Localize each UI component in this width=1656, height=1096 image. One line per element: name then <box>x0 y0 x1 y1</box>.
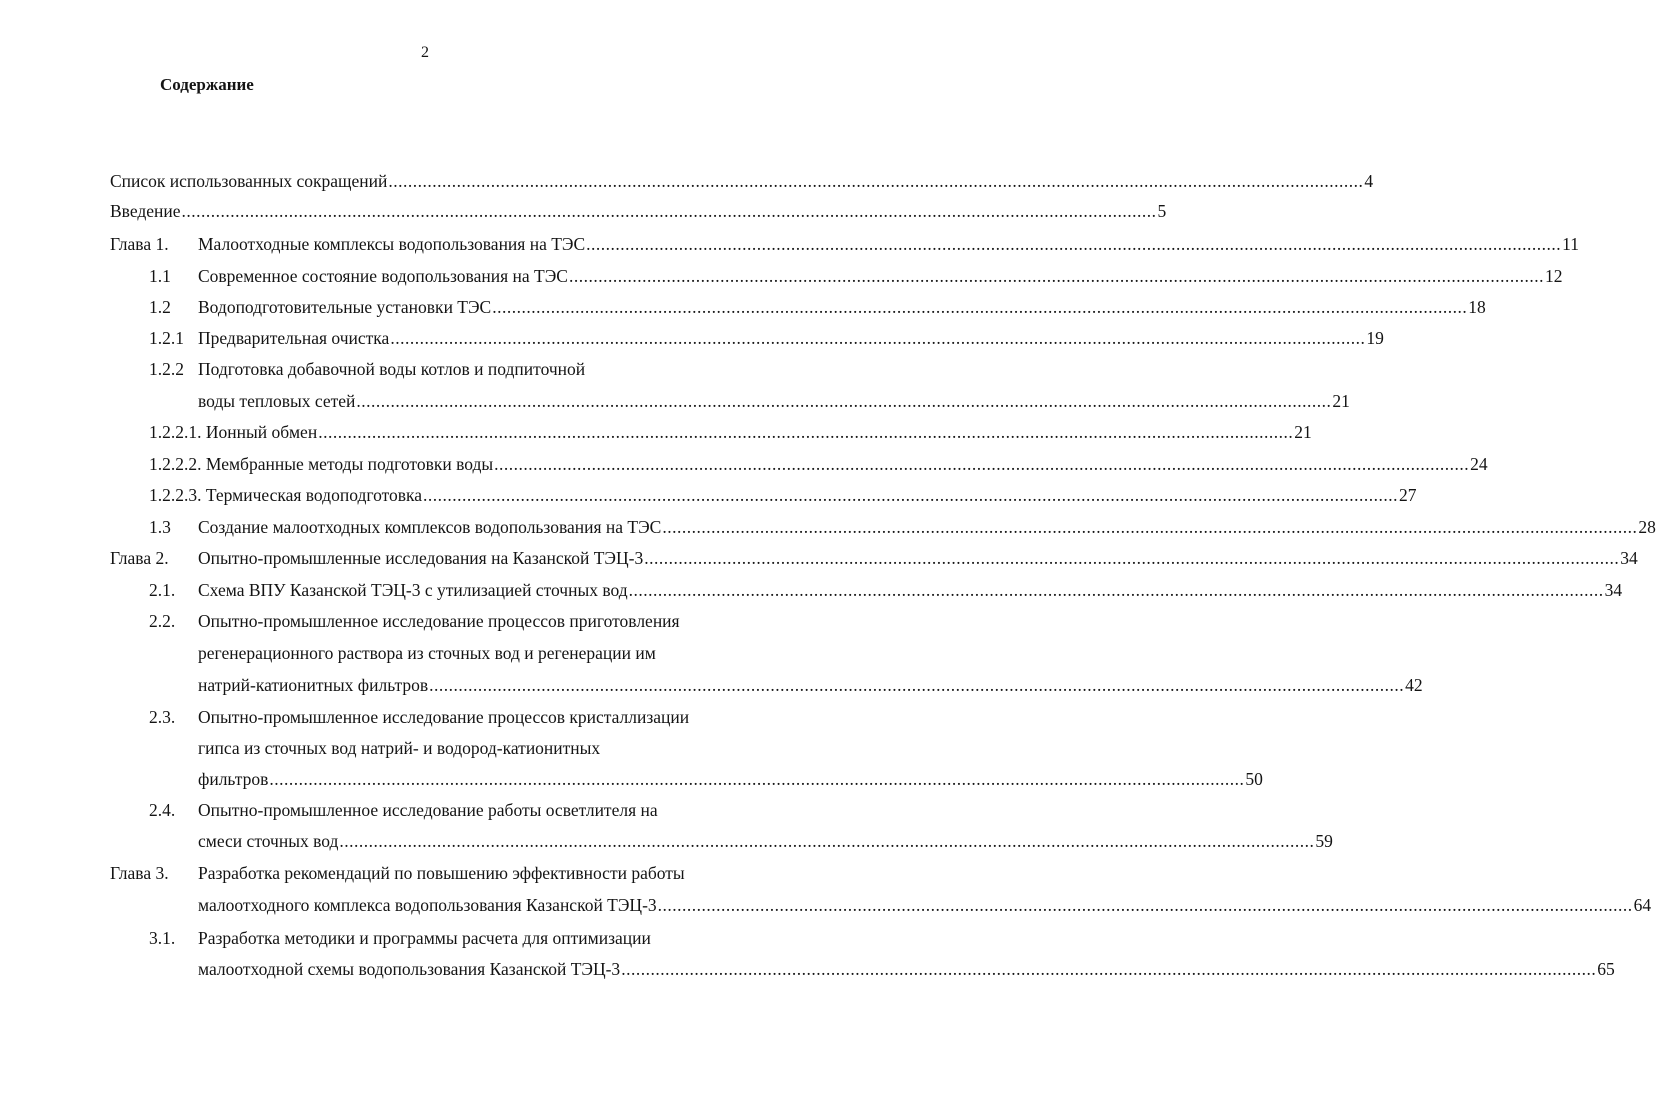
toc-entry-number: 1.3 <box>149 517 171 537</box>
toc-entry-title: Схема ВПУ Казанской ТЭЦ-3 с утилизацией сточных вод <box>198 580 628 600</box>
toc-entry-page: 12 <box>1544 266 1563 286</box>
toc-leader-dots: ........................................................................................................................................................................................................ <box>388 171 1364 191</box>
toc-entry-title: Создание малоотходных комплексов водопользования на ТЭС <box>198 517 662 537</box>
toc-entry-page: 4 <box>1364 171 1374 191</box>
toc-entry <box>149 578 1623 602</box>
toc-entry <box>110 232 1580 256</box>
toc-entry <box>110 169 1374 193</box>
toc-leader-dots: ........................................................................................................................................................................................................ <box>318 422 1294 442</box>
toc-entry-continuation <box>198 673 1423 697</box>
toc-entry-continuation <box>198 893 1652 917</box>
toc-entry <box>110 546 1638 570</box>
toc-entry <box>149 926 740 950</box>
toc-entry-title: 1.2.2.3. Термическая водоподготовка <box>149 485 423 505</box>
toc-leader-dots: ........................................................................................................................................................................................................ <box>644 548 1620 568</box>
toc-entry-number: 2.1. <box>149 580 176 600</box>
toc-leader-dots: ........................................................................................................................................................................................................ <box>494 454 1470 474</box>
toc-entry-page: 42 <box>1405 675 1423 695</box>
toc-leader-dots: ........................................................................................................................................................................................................ <box>429 675 1405 695</box>
toc-entry-title: смеси сточных вод <box>198 831 339 851</box>
toc-entry-title: 1.2.2.2. Мембранные методы подготовки воды <box>149 454 494 474</box>
toc-entry <box>149 326 1384 350</box>
toc-entry-title: Введение <box>110 201 181 221</box>
toc-leader-dots: ........................................................................................................................................................................................................ <box>621 959 1597 979</box>
toc-entry-number: 1.2 <box>149 297 171 317</box>
toc-leader-dots: ........................................................................................................................................................................................................ <box>390 328 1366 348</box>
toc-entry-title: Список использованных сокращений <box>110 171 388 191</box>
toc-entry <box>149 264 1563 288</box>
toc-leader-dots: ........................................................................................................................................................................................................ <box>492 297 1468 317</box>
toc-entry-title: фильтров <box>198 769 269 789</box>
toc-entry-title: Опытно-промышленное исследование процессов кристаллизации <box>198 707 690 727</box>
toc-entry-number: 2.2. <box>149 611 176 631</box>
toc-entry-title: Водоподготовительные установки ТЭС <box>198 297 492 317</box>
toc-entry-page: 21 <box>1332 391 1350 411</box>
toc-entry-number: 1.2.1 <box>149 328 184 348</box>
toc-heading: Содержание <box>160 75 254 94</box>
toc-leader-dots: ........................................................................................................................................................................................................ <box>657 895 1633 915</box>
toc-entry-title: малоотходного комплекса водопользования Казанской ТЭЦ-3 <box>198 895 657 915</box>
toc-entry-number: 1.2.2 <box>149 359 184 379</box>
toc-entry-continuation <box>198 767 1263 791</box>
toc-entry-title: Опытно-промышленные исследования на Казанской ТЭЦ-3 <box>198 548 644 568</box>
toc-entry-continuation <box>198 389 1350 413</box>
toc-entry-page: 18 <box>1468 297 1486 317</box>
toc-entry-number: 2.3. <box>149 707 176 727</box>
toc-entry-title: Предварительная очистка <box>198 328 390 348</box>
toc-leader-dots: ........................................................................................................................................................................................................ <box>356 391 1332 411</box>
toc-entry-page: 64 <box>1633 895 1652 915</box>
toc-leader-dots: ........................................................................................................................................................................................................ <box>662 517 1638 537</box>
toc-entry <box>149 798 740 822</box>
toc-entry <box>110 861 740 885</box>
toc-entry-page: 34 <box>1604 580 1623 600</box>
toc-leader-dots: ........................................................................................................................................................................................................ <box>423 485 1399 505</box>
toc-entry <box>149 420 1312 444</box>
toc-entry-number: 2.4. <box>149 800 176 820</box>
toc-entry-page: 19 <box>1366 328 1384 348</box>
toc-leader-dots: ........................................................................................................................................................................................................ <box>339 831 1315 851</box>
toc-entry-page: 27 <box>1399 485 1417 505</box>
toc-entry-title: Подготовка добавочной воды котлов и подпиточной <box>198 359 586 379</box>
toc-entry-page: 59 <box>1315 831 1333 851</box>
toc-entry-page: 28 <box>1638 517 1656 537</box>
toc-entry-page: 65 <box>1597 959 1615 979</box>
toc-entry-page: 5 <box>1157 201 1167 221</box>
toc-entry <box>149 483 1417 507</box>
toc-leader-dots: ........................................................................................................................................................................................................ <box>568 266 1544 286</box>
toc-entry-title: натрий-катионитных фильтров <box>198 675 429 695</box>
toc-entry-title: Разработка рекомендаций по повышению эффективности работы <box>198 863 685 883</box>
toc-entry-continuation <box>198 641 740 665</box>
toc-entry-title: Разработка методики и программы расчета для оптимизации <box>198 928 651 948</box>
page-number: 2 <box>421 44 429 61</box>
toc-entry-page: 21 <box>1294 422 1312 442</box>
toc-entry-title: гипса из сточных вод натрий- и водород-катионитных <box>198 738 601 758</box>
toc-entry-page: 34 <box>1620 548 1638 568</box>
toc-leader-dots: ........................................................................................................................................................................................................ <box>269 769 1245 789</box>
toc-entry-title: регенерационного раствора из сточных вод и регенерации им <box>198 643 656 663</box>
toc-entry <box>149 515 1656 539</box>
toc-entry-continuation <box>198 957 1615 981</box>
toc-entry-title: воды тепловых сетей <box>198 391 356 411</box>
toc-entry <box>149 357 740 381</box>
toc-entry-title: Опытно-промышленное исследование работы осветлителя на <box>198 800 658 820</box>
toc-entry-continuation <box>198 736 740 760</box>
toc-entry-title: Современное состояние водопользования на ТЭС <box>198 266 568 286</box>
toc-entry <box>149 295 1486 319</box>
toc-entry-number: Глава 3. <box>110 863 169 883</box>
toc-entry-title: Малоотходные комплексы водопользования на ТЭС <box>198 234 586 254</box>
toc-entry-title: 1.2.2.1. Ионный обмен <box>149 422 318 442</box>
toc-entry-page: 24 <box>1470 454 1488 474</box>
toc-entry-number: 1.1 <box>149 266 171 286</box>
toc-leader-dots: ........................................................................................................................................................................................................ <box>586 234 1562 254</box>
toc-entry-page: 11 <box>1562 234 1580 254</box>
toc-entry <box>149 705 740 729</box>
toc-entry <box>149 609 740 633</box>
toc-entry-number: Глава 2. <box>110 548 169 568</box>
toc-entry <box>149 452 1488 476</box>
toc-entry-continuation <box>198 829 1333 853</box>
toc-entry <box>110 199 1167 223</box>
toc-leader-dots: ........................................................................................................................................................................................................ <box>628 580 1604 600</box>
toc-entry-number: 3.1. <box>149 928 176 948</box>
toc-leader-dots: ........................................................................................................................................................................................................ <box>181 201 1157 221</box>
toc-entry-title: малоотходной схемы водопользования Казанской ТЭЦ-3 <box>198 959 621 979</box>
toc-entry-page: 50 <box>1245 769 1263 789</box>
toc-entry-number: Глава 1. <box>110 234 169 254</box>
toc-entry-title: Опытно-промышленное исследование процессов приготовления <box>198 611 680 631</box>
